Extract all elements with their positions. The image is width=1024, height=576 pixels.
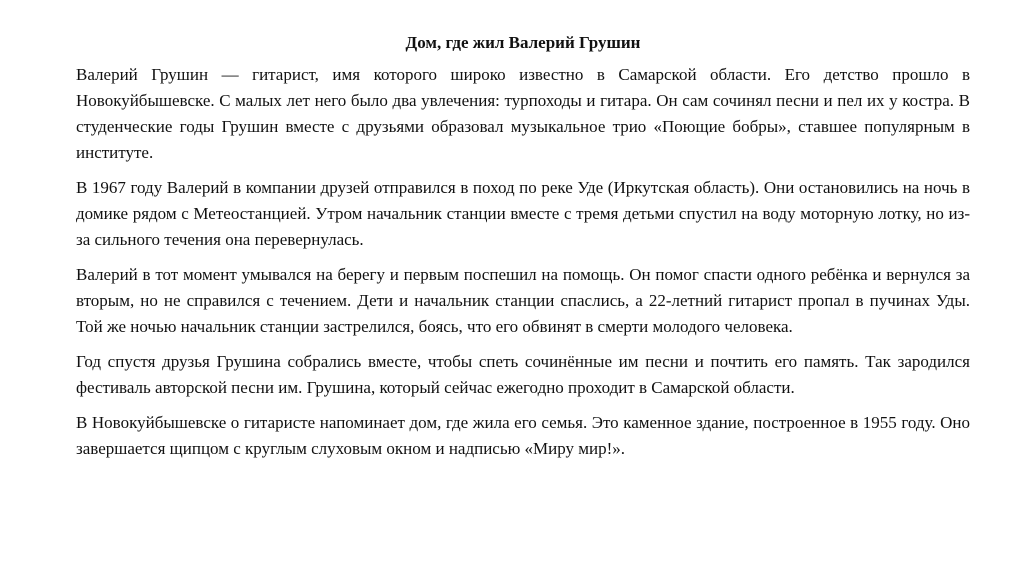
paragraph-5: В Новокуйбышевске о гитаристе напоминает дом, где жила его семья. Это каменное здание, построенное в 1955 году. Оно завершается щипцом с круглым слуховым окном и надписью «Миру мир!».	[76, 413, 970, 458]
paragraph-4: Год спустя друзья Грушина собрались вместе, чтобы спеть сочинённые им песни и почтить его память. Так зародился фестиваль авторской песни им. Грушина, который сейчас ежегодно проходит в Самарской области.	[76, 352, 970, 397]
document-page	[76, 30, 970, 471]
document-title: Дом, где жил Валерий Грушин	[405, 33, 641, 52]
paragraph-1: Валерий Грушин — гитарист, имя которого широко известно в Самарской области. Его детство прошло в Новокуйбышевске. С малых лет него было два увлечения: турпоходы и гитара. Он сам сочинял песни и пел их у костра. В студенческие годы Грушин вместе с друзьями образовал музыкальное трио «Поющие бобры», ставшее популярным в институте.	[76, 65, 970, 162]
paragraph-3: Валерий в тот момент умывался на берегу и первым поспешил на помощь. Он помог спасти одного ребёнка и вернулся за вторым, но не справился с течением. Дети и начальник станции спаслись, а 22-летний гитарист пропал в пучинах Уды. Той же ночью начальник станции застрелился, боясь, что его обвинят в смерти молодого человека.	[76, 265, 970, 336]
paragraph-2: В 1967 году Валерий в компании друзей отправился в поход по реке Уде (Иркутская область). Они остановились на ночь в домике рядом с Метеостанцией. Утром начальник станции вместе с тремя детьми спустил на воду моторную лотку, но из-за сильного течения она перевернулась.	[76, 178, 970, 249]
